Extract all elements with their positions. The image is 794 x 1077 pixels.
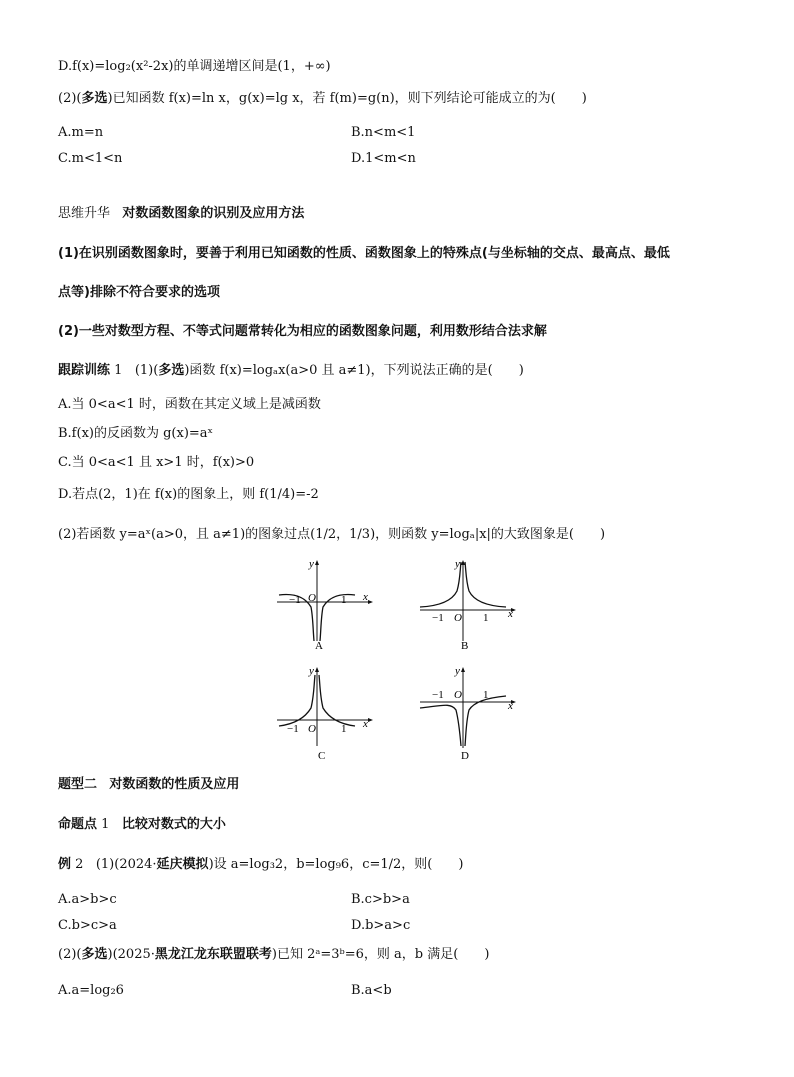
ex2-option-b: B.a<b — [351, 983, 392, 998]
example-2-q1 — [58, 856, 463, 874]
origin-label: O — [454, 689, 462, 701]
graph-b — [418, 555, 518, 655]
thinking-point-1b: 点等)排除不符合要求的选项 — [58, 285, 220, 300]
tick-one: 1 — [483, 612, 489, 624]
section-type-2 — [58, 776, 239, 794]
tick-one: 1 — [341, 723, 347, 735]
ex1-prefix: (1)(2024· — [95, 857, 157, 872]
ex1-option-d: D.b>a>c — [351, 918, 411, 933]
ex1-option-c: C.b>c>a — [58, 918, 117, 933]
axis-x-label: x — [508, 700, 513, 712]
tick-one: 1 — [341, 594, 347, 606]
tq1-text: )函数 f(x)=logₐx(a>0 且 a≠1)，下列说法正确的是( ) — [184, 363, 524, 378]
example-number: 2 — [75, 857, 84, 872]
tick-neg-one: −1 — [289, 594, 301, 606]
tick-neg-one: −1 — [432, 612, 444, 624]
thinking-point-2: (2)一些对数型方程、不等式问题常转化为相应的函数图象问题，利用数形结合法求解 — [58, 324, 547, 339]
q2-prefix: (2)( — [58, 91, 82, 106]
graph-caption: C — [318, 750, 326, 762]
q2-option-b: B.n<m<1 — [351, 125, 416, 140]
tracking-question-1 — [58, 362, 524, 380]
graph-a — [275, 555, 375, 655]
multi-select-tag: 多选 — [158, 363, 185, 378]
type2-title: 对数函数的性质及应用 — [109, 777, 240, 792]
axis-y-label: y — [309, 665, 314, 677]
q2-text: )已知函数 f(x)=ln x，g(x)=lg x，若 f(m)=g(n)，则下列结论可能成立的为( ) — [107, 91, 587, 106]
tracking-number: 1 — [114, 363, 123, 378]
tq1-option-d: D.若点(2，1)在 f(x)的图象上，则 f(1/4)=-2 — [58, 487, 319, 502]
graph-caption: B — [461, 640, 469, 652]
origin-label: O — [308, 723, 316, 735]
proposition-point-1 — [58, 816, 226, 834]
example-label: 例 — [58, 857, 72, 872]
type2-label: 题型二 — [58, 777, 98, 792]
q2-option-a: A.m=n — [58, 125, 104, 140]
ex1-source: 延庆模拟 — [156, 857, 209, 872]
axis-y-label: y — [455, 665, 460, 677]
tq1-option-c: C.当 0<a<1 且 x>1 时，f(x)>0 — [58, 455, 255, 470]
ex1-option-a: A.a>b>c — [58, 892, 117, 907]
origin-label: O — [454, 612, 462, 624]
tick-neg-one: −1 — [432, 689, 444, 701]
point-title: 比较对数式的大小 — [121, 817, 226, 832]
tq1-option-a: A.当 0<a<1 时，函数在其定义域上是减函数 — [58, 397, 321, 412]
thinking-title: 对数函数图象的识别及应用方法 — [122, 206, 305, 221]
ex1-text: )设 a=log₃2，b=log₉6，c=1/2，则( ) — [208, 857, 464, 872]
graph-caption: A — [315, 640, 323, 652]
multi-select-tag: 多选 — [81, 947, 108, 962]
origin-label: O — [308, 592, 316, 604]
axis-y-label: y — [455, 558, 460, 570]
axis-x-label: x — [363, 591, 368, 603]
ex2-text: )已知 2ᵃ=3ᵇ=6，则 a，b 满足( ) — [271, 947, 490, 962]
thinking-label: 思维升华 — [58, 206, 111, 221]
thinking-heading — [58, 205, 304, 223]
graph-c — [275, 662, 375, 762]
tq1-prefix: (1)( — [134, 363, 159, 378]
axis-x-label: x — [508, 608, 513, 620]
multi-select-tag: 多选 — [81, 91, 108, 106]
ex1-option-b: B.c>b>a — [351, 892, 410, 907]
graph-d — [418, 662, 518, 762]
graph-caption: D — [461, 750, 469, 762]
tick-one: 1 — [483, 689, 489, 701]
point-number: 1 — [101, 817, 110, 832]
tick-neg-one: −1 — [287, 723, 299, 735]
tracking-question-2: (2)若函数 y=aˣ(a>0，且 a≠1)的图象过点(1/2，1/3)，则函数 y=logₐ|x|的大致图象是( ) — [58, 527, 606, 542]
ex2-prefix: (2)( — [58, 947, 82, 962]
axis-x-label: x — [363, 718, 368, 730]
thinking-point-1a: (1)在识别函数图象时，要善于利用已知函数的性质、函数图象上的特殊点(与坐标轴的交点、最高点、最低 — [58, 246, 670, 261]
q2-option-c: C.m<1<n — [58, 151, 123, 166]
tq1-option-b: B.f(x)的反函数为 g(x)=aˣ — [58, 426, 214, 441]
q2-option-d: D.1<m<n — [351, 151, 416, 166]
ex2-source: 黑龙江龙东联盟联考 — [154, 947, 272, 962]
ex2-option-a: A.a=log₂6 — [58, 983, 124, 998]
ex2-mid: )(2025· — [107, 947, 155, 962]
point-label: 命题点 — [58, 817, 98, 832]
example-2-q2 — [58, 946, 489, 964]
axis-y-label: y — [309, 558, 314, 570]
tracking-label: 跟踪训练 — [58, 363, 111, 378]
question-2 — [58, 90, 587, 108]
option-d-line: D.f(x)=log₂(x²-2x)的单调递增区间是(1，+∞) — [58, 59, 331, 74]
